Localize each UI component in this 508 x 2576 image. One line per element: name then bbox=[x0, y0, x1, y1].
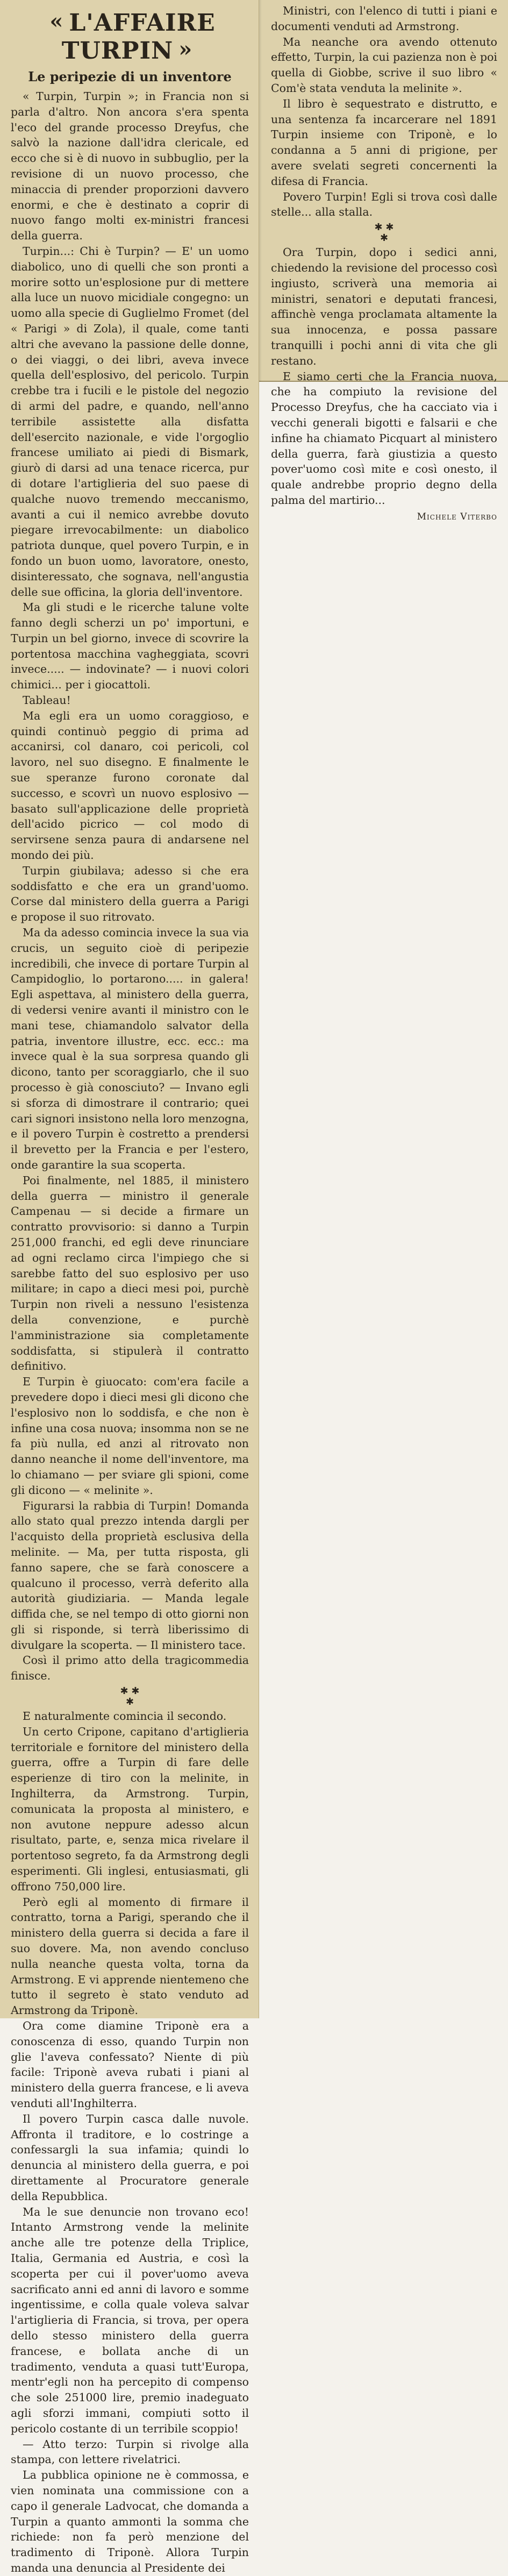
paragraph: Ministri, con l'elenco di tutti i piani e documenti venduti ad Armstrong. bbox=[271, 4, 497, 33]
paragraph: Così il primo atto della tragicommedia finisce. bbox=[11, 1654, 249, 1683]
paragraph: E naturalmente comincia il secondo. bbox=[23, 1710, 227, 1723]
article-subtitle: Le peripezie di un inventore bbox=[28, 69, 232, 84]
section-separator: ✱ ✱ ✱ bbox=[374, 222, 394, 244]
author-signature: Michele Viterbo bbox=[417, 511, 497, 522]
paragraph: « Turpin, Turpin »; in Francia non si parla d'altro. Non ancora s'era spenta l'eco del grande processo Dreyfus, che salvò la nazione dall'idra clericale, ed ecco che si è di nuovo in subbuglio, per la revisione di un nuovo processo, che minaccia di prender proporzioni davvero enormi, e che è destinato a coprir di nuovo fango molti ex-ministri francesi della guerra. bbox=[11, 90, 249, 243]
paragraph: Il libro è sequestrato e distrutto, e una sentenza fa incarcerare nel 1891 Turpin insieme con Triponè, e lo condanna a 5 anni di prigione, per avere svelati segreti concernenti la difesa di Francia. bbox=[271, 97, 497, 188]
paragraph: — Atto terzo: Turpin si rivolge alla stampa, con lettere rivelatrici. bbox=[11, 2437, 249, 2466]
clipping-shadow bbox=[259, 0, 262, 382]
section-separator: ✱ ✱ ✱ bbox=[120, 1685, 140, 1708]
paragraph: Ora come diamine Triponè era a conoscenza di esso, quando Turpin non glie l'aveva confessato? Niente di più facile: Triponè aveva rubati i piani al ministero della guerra francese, e li aveva venduti all'Inghilterra. bbox=[11, 2019, 249, 2110]
paragraph: Poi finalmente, nel 1885, il ministero della guerra — ministro il generale Campenau — si decide a firmare un contratto provvisorio: si danno a Turpin 251,000 franchi, ed egli deve rinunciare ad ogni reclamo circa l'impiego che si sarebbe fatto del suo esplosivo per uso militare; in capo a dieci mesi poi, purchè Turpin non riveli a nessuno l'esistenza della convenzione, e purchè l'amministrazione sia completamente soddisfatta, si stipulerà il contratto definitivo. bbox=[11, 1173, 249, 1373]
title-text: L'AFFAIRE TURPIN bbox=[61, 9, 216, 65]
paragraph: Ma da adesso comincia invece la sua via crucis, un seguito cioè di peripezie incredibili, che invece di portare Turpin al Campidoglio, lo portarono..... in galera! Egli aspettava, al ministero della guerra, di vedersi venire avanti il ministro con le mani tese, chiamandolo salvator della patria, inventore illustre, ecc. ecc.: ma invece qual è la sua sorpresa quando gli dicono, tanto per scoraggiarlo, che il suo processo è già conosciuto? — Invano egli si sforza di dimostrare il contrario; quei cari signori insistono nella loro menzogna, e il povero Turpin è costretto a prendersi il brevetto per la Francia e per l'estero, onde garantire la sua scoperta. bbox=[11, 926, 249, 1171]
paragraph: Povero Turpin! Egli si trova così dalle stelle... alla stalla. bbox=[271, 190, 497, 219]
title-quote-close: » bbox=[178, 37, 193, 62]
paragraph: Ma neanche ora avendo ottenuto effetto, Turpin, la cui pazienza non è poi quella di Giobbe, scrive il suo libro « Com'è stata venduta la melinite ». bbox=[271, 35, 497, 95]
title-quote-open: « bbox=[49, 9, 64, 34]
paragraph: E siamo certi che la Francia nuova, che ha compiuto la revisione del Processo Dreyfus, che ha cacciato via i vecchi generali bigotti e falsarii e che infine ha chiamato Picquart al ministero della guerra, farà giustizia a questo pover'uomo così mite e così onesto, il quale andrebbe proprio degno della palma del martirio... bbox=[271, 369, 497, 507]
paragraph: Un certo Cripone, capitano d'artiglieria territoriale e fornitore del ministero della guerra, offre a Turpin di fare delle esperienze di tiro con la melinite, in Inghilterra, da Armstrong. Turpin, comunicata la proposta al ministero, e non avutone neppure adesso alcun risultato, parte, e, senza mica rivelare il portentoso segreto, fa da Armstrong degli esperimenti. Gli inglesi, entusiasmati, gli offrono 750,000 lire. bbox=[11, 1725, 249, 1893]
article-title bbox=[11, 9, 249, 65]
paragraph: E Turpin è giuocato: com'era facile a prevedere dopo i dieci mesi gli dicono che l'esplosivo non lo soddisfa, e che non è infine una cosa nuova; insomma non se ne fa più nulla, ed anzi al ritrovato non danno neanche il nome dell'inventore, ma lo chiamano — per sviare gli spioni, come gli dicono — « melinite ». bbox=[11, 1375, 249, 1497]
paragraph: Ma egli era un uomo coraggioso, e quindi continuò peggio di prima ad accanirsi, col danaro, coi pericoli, col lavoro, nel suo disegno. E finalmente le sue speranze furono coronate dal successo, e scovrì un nuovo esplosivo — basato sull'applicazione delle proprietà dell'acido picrico — col modo di servirsene senza paura di andarsene nel mondo dei più. bbox=[11, 709, 249, 862]
paragraph: Figurarsi la rabbia di Turpin! Domanda allo stato qual prezzo intenda dargli per l'acquisto della proprietà esclusiva della melinite. — Ma, per tutta risposta, gli fanno sapere, che se farà conoscere a qualcuno il processo, verrà deferito alla autorità giudiziaria. — Manda legale diffida che, se nel tempo di otto giorni non gli si risponde, si terrà liberissimo di divulgare la scoperta. — Il ministero tace. bbox=[11, 1499, 249, 1652]
paragraph: Turpin...: Chi è Turpin? — E' un uomo diabolico, uno di quelli che son pronti a morire sotto un'esplosione pur di mettere alla luce un nuovo micidiale congegno: un uomo alla specie di Guglielmo Fromet (del « Parigi » di Zola), il quale, come tanti altri che avevano la passione delle donne, o dei viaggi, o dei libri, aveva invece quella dell'esplosivo, del pericolo. Turpin crebbe tra i fucili e le pistole del negozio di armi del padre, e quando, nell'anno terribile assistette alla disfatta dell'esercito nazionale, e vide l'orgoglio francese umiliato ai piedi di Bismark, giurò di darsi ad una tenace ricerca, pur di dotare l'artiglieria del suo paese di qualche nuovo tremendo meccanismo, avanti a cui il nemico avrebbe dovuto piegare irrevocabilmente: un diabolico patriota dunque, quel povero Turpin, e in fondo un buon uomo, lavoratore, onesto, disinteressato, che sognava, nell'angustia delle sue officina, la gloria dell'inventore. bbox=[11, 244, 249, 599]
paragraph: Ma gli studi e le ricerche talune volte fanno degli scherzi un po' importuni, e Turpin un bel giorno, invece di scovrire la portentosa macchina vagheggiata, scovri invece..... — indovinate? — i nuovi colori chimici... per i giocattoli. bbox=[11, 601, 249, 692]
paragraph: Il povero Turpin casca dalle nuvole. Affronta il traditore, e lo costringe a confessargli la sua infamia; quindi lo denuncia al ministero della guerra, e poi direttamente al Procuratore generale della Repubblica. bbox=[11, 2112, 249, 2203]
paragraph: Ora Turpin, dopo i sedici anni, chiedendo la revisione del processo così ingiusto, scriverà una memoria ai ministri, senatori e deputati francesi, affinchè venga proclamata altamente la sua innocenza, e possa passare tranquilli i pochi anni di vita che gli restano. bbox=[271, 246, 497, 367]
paragraph: Tableau! bbox=[23, 694, 71, 707]
paragraph: La pubblica opinione ne è commossa, e vien nominata una commissione con a capo il generale Ladvocat, che domanda a Turpin a quanto ammonti la somma che richiede: non fa però menzione del tradimento di Triponè. Allora Turpin manda una denuncia al Presidente dei bbox=[11, 2468, 249, 2574]
paragraph: Turpin giubilava; adesso si che era soddisfatto e che era un grand'uomo. Corse dal ministero della guerra a Parigi e propose il suo ritrovato. bbox=[11, 864, 249, 924]
paragraph: Ma le sue denuncie non trovano eco! Intanto Armstrong vende la melinite anche alle tre potenze della Triplice, Italia, Germania ed Austria, e così la scoperta per cui il pover'uomo aveva sacrificato anni ed anni di lavoro e somme ingentissime, e colla quale voleva salvar l'artiglieria di Francia, si trova, per opera dello stesso ministero della guerra francese, e bollata anche di un tradimento, venduta a quasi tutt'Europa, mentr'egli non ha percepito di compenso che sole 251000 lire, premio inadeguato agli sforzi immani, compiuti sotto il pericolo costante di un terribile scoppio! bbox=[11, 2205, 249, 2435]
paragraph: Però egli al momento di firmare il contratto, torna a Parigi, sperando che il ministero della guerra si decida a fare il suo dovere. Ma, non avendo concluso nulla neanche questa volta, torna da Armstrong. E vi apprende nientemeno che tutto il segreto è stato venduto ad Armstrong da Triponè. bbox=[11, 1895, 249, 2017]
article-column-right bbox=[259, 0, 508, 522]
